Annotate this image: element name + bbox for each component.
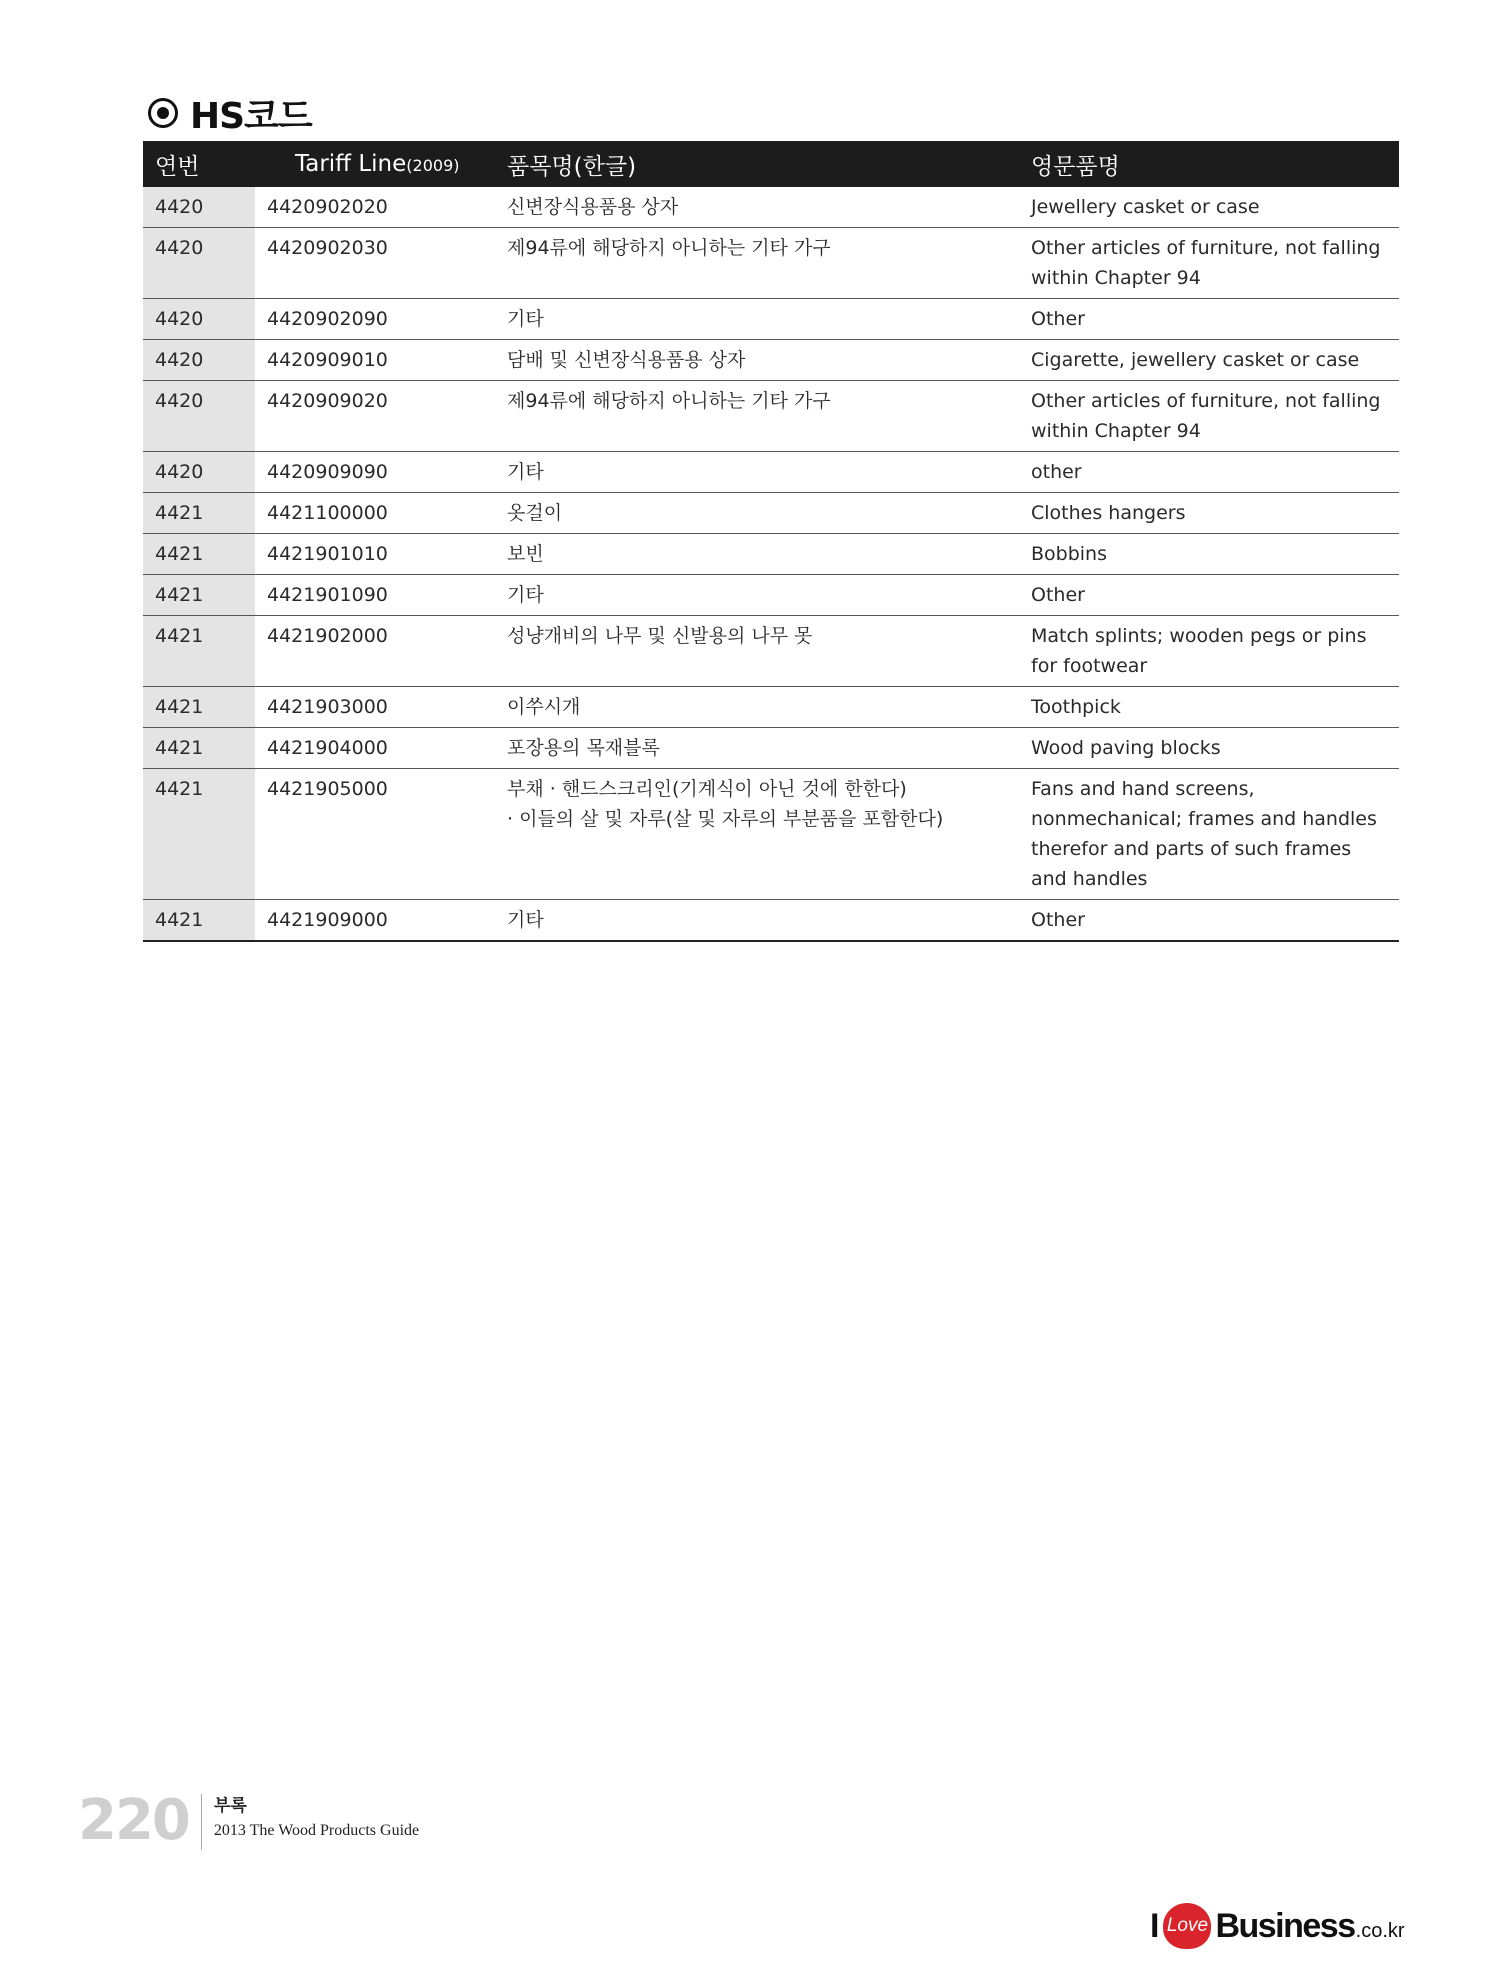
english-name-line: Bobbins <box>1031 543 1107 565</box>
page-footer <box>78 1788 420 1853</box>
row-number: 4420 <box>143 381 255 452</box>
korean-name-line: 기타 <box>507 584 544 606</box>
english-name-line: within Chapter 94 <box>1031 267 1201 289</box>
table-row <box>143 769 1399 900</box>
korean-name-line: 포장용의 목재블록 <box>507 737 660 759</box>
page-title: HS코드 <box>190 95 312 137</box>
table-row <box>143 900 1399 942</box>
korean-name-cell <box>495 452 1019 493</box>
korean-name-cell <box>495 187 1019 228</box>
english-name-line: Other <box>1031 584 1085 606</box>
english-name-cell <box>1019 452 1399 493</box>
tariff-line-cell: 4421909000 <box>267 909 388 931</box>
row-number: 4421 <box>143 616 255 687</box>
logo-love: Love <box>1166 1915 1209 1936</box>
korean-name-cell <box>495 228 1019 299</box>
tariff-line-cell: 4421100000 <box>255 493 495 534</box>
row-number: 4420 <box>143 452 255 493</box>
row-number: 4421 <box>143 687 255 728</box>
korean-name-cell <box>495 687 1019 728</box>
heart-icon <box>1163 1903 1211 1949</box>
korean-name-line: 제94류에 해당하지 아니하는 기타 가구 <box>507 237 831 259</box>
korean-name-line: 옷걸이 <box>507 502 563 524</box>
english-name-line: Other <box>1031 909 1085 931</box>
english-name-line: Jewellery casket or case <box>1031 196 1260 218</box>
row-number: 4421 <box>143 769 255 900</box>
english-name-cell <box>1019 900 1399 942</box>
row-number: 4420 <box>143 340 255 381</box>
hs-code-table <box>143 141 1399 942</box>
footer-divider <box>201 1794 202 1850</box>
table-row <box>143 299 1399 340</box>
table-row <box>143 687 1399 728</box>
korean-name-cell <box>495 534 1019 575</box>
korean-name-cell <box>495 381 1019 452</box>
korean-name-cell <box>495 575 1019 616</box>
english-name-cell <box>1019 534 1399 575</box>
english-name-line: Fans and hand screens, <box>1031 778 1255 800</box>
english-name-cell <box>1019 381 1399 452</box>
tariff-line-cell: 4420909010 <box>255 340 495 381</box>
row-number: 4421 <box>143 493 255 534</box>
english-name-line: nonmechanical; frames and handles <box>1031 808 1377 830</box>
bullet-circle-icon <box>148 98 178 128</box>
korean-name-line: 기타 <box>507 308 544 330</box>
korean-name-line: 제94류에 해당하지 아니하는 기타 가구 <box>507 390 831 412</box>
table-row <box>143 493 1399 534</box>
korean-name-line: 신변장식용품용 상자 <box>507 196 679 218</box>
korean-name-line: 성냥개비의 나무 및 신발용의 나무 못 <box>507 625 813 647</box>
table-row <box>143 187 1399 228</box>
korean-name-line: 이쑤시개 <box>507 696 581 718</box>
table-row <box>143 616 1399 687</box>
tariff-line-cell: 4421904000 <box>255 728 495 769</box>
row-number: 4421 <box>143 728 255 769</box>
korean-name-cell <box>495 769 1019 900</box>
tariff-line-cell: 4421905000 <box>255 769 495 900</box>
footer-section-label: 부록 <box>213 1796 247 1816</box>
korean-name-line: 기타 <box>507 461 544 483</box>
english-name-cell <box>1019 687 1399 728</box>
header-english-name: 영문품명 <box>1019 141 1399 187</box>
english-name-cell <box>1019 340 1399 381</box>
table-row <box>143 228 1399 299</box>
english-name-line: within Chapter 94 <box>1031 420 1201 442</box>
english-name-line: Toothpick <box>1031 696 1121 718</box>
korean-name-cell <box>495 728 1019 769</box>
korean-name-line: 부채 · 핸드스크리인(기계식이 아닌 것에 한한다) <box>507 778 907 800</box>
table-row <box>143 452 1399 493</box>
english-name-cell <box>1019 769 1399 900</box>
row-number: 4421 <box>143 900 255 942</box>
table-row <box>143 534 1399 575</box>
header-tariff-year: (2009) <box>406 156 460 175</box>
header-tariff-line <box>255 141 495 187</box>
english-name-cell <box>1019 228 1399 299</box>
section-heading <box>148 88 312 138</box>
english-name-line: Other articles of furniture, not falling <box>1031 390 1381 412</box>
english-name-line: other <box>1031 461 1082 483</box>
table-row <box>143 340 1399 381</box>
logo-brand: Business <box>1215 1906 1355 1945</box>
logo-domain: .co.kr <box>1355 1919 1405 1942</box>
korean-name-cell <box>495 616 1019 687</box>
english-name-line: Other articles of furniture, not falling <box>1031 237 1381 259</box>
english-name-line: Match splints; wooden pegs or pins <box>1031 625 1367 647</box>
english-name-line: Wood paving blocks <box>1031 737 1221 759</box>
english-name-cell <box>1019 299 1399 340</box>
korean-name-cell <box>495 299 1019 340</box>
tariff-line-cell: 4420909090 <box>255 452 495 493</box>
english-name-line: therefor and parts of such frames <box>1031 838 1352 860</box>
korean-name-line: · 이들의 살 및 자루(살 및 자루의 부분품을 포함한다) <box>507 808 944 830</box>
tariff-line-cell: 4420902090 <box>255 299 495 340</box>
english-name-line: Cigarette, jewellery casket or case <box>1031 349 1360 371</box>
korean-name-line: 담배 및 신변장식용품용 상자 <box>507 349 746 371</box>
korean-name-line: 보빈 <box>507 543 544 565</box>
english-name-line: and handles <box>1031 868 1148 890</box>
header-korean-name: 품목명(한글) <box>495 141 1019 187</box>
tariff-line-cell: 4420909020 <box>255 381 495 452</box>
ilovebusiness-logo <box>1150 1898 1405 1954</box>
page-number: 220 <box>78 1788 189 1853</box>
english-name-line: Other <box>1031 308 1085 330</box>
row-number: 4421 <box>143 575 255 616</box>
english-name-line: Clothes hangers <box>1031 502 1186 524</box>
english-name-cell <box>1019 493 1399 534</box>
logo-i: I <box>1150 1906 1160 1945</box>
header-tariff-label: Tariff Line <box>295 151 407 177</box>
tariff-line-cell: 4420902030 <box>255 228 495 299</box>
row-number: 4420 <box>143 299 255 340</box>
korean-name-cell <box>495 493 1019 534</box>
footer-guide-title: 2013 The Wood Products Guide <box>213 1822 420 1839</box>
tariff-line-cell: 4421901010 <box>255 534 495 575</box>
korean-name-cell <box>495 340 1019 381</box>
table-row <box>143 575 1399 616</box>
header-no: 연번 <box>143 141 255 187</box>
english-name-line: for footwear <box>1031 655 1148 677</box>
table-row <box>143 728 1399 769</box>
row-number: 4420 <box>143 228 255 299</box>
english-name-cell <box>1019 616 1399 687</box>
english-name-cell <box>1019 187 1399 228</box>
tariff-line-cell: 4421903000 <box>255 687 495 728</box>
tariff-line-cell: 4420902020 <box>255 187 495 228</box>
korean-name-cell <box>495 900 1019 942</box>
row-number: 4420 <box>143 187 255 228</box>
english-name-cell <box>1019 728 1399 769</box>
english-name-cell <box>1019 575 1399 616</box>
table-header-row <box>143 141 1399 187</box>
table-row <box>143 381 1399 452</box>
korean-name-line: 기타 <box>507 909 544 931</box>
row-number: 4421 <box>143 534 255 575</box>
tariff-line-cell: 4421902000 <box>255 616 495 687</box>
tariff-line-cell: 4421901090 <box>255 575 495 616</box>
